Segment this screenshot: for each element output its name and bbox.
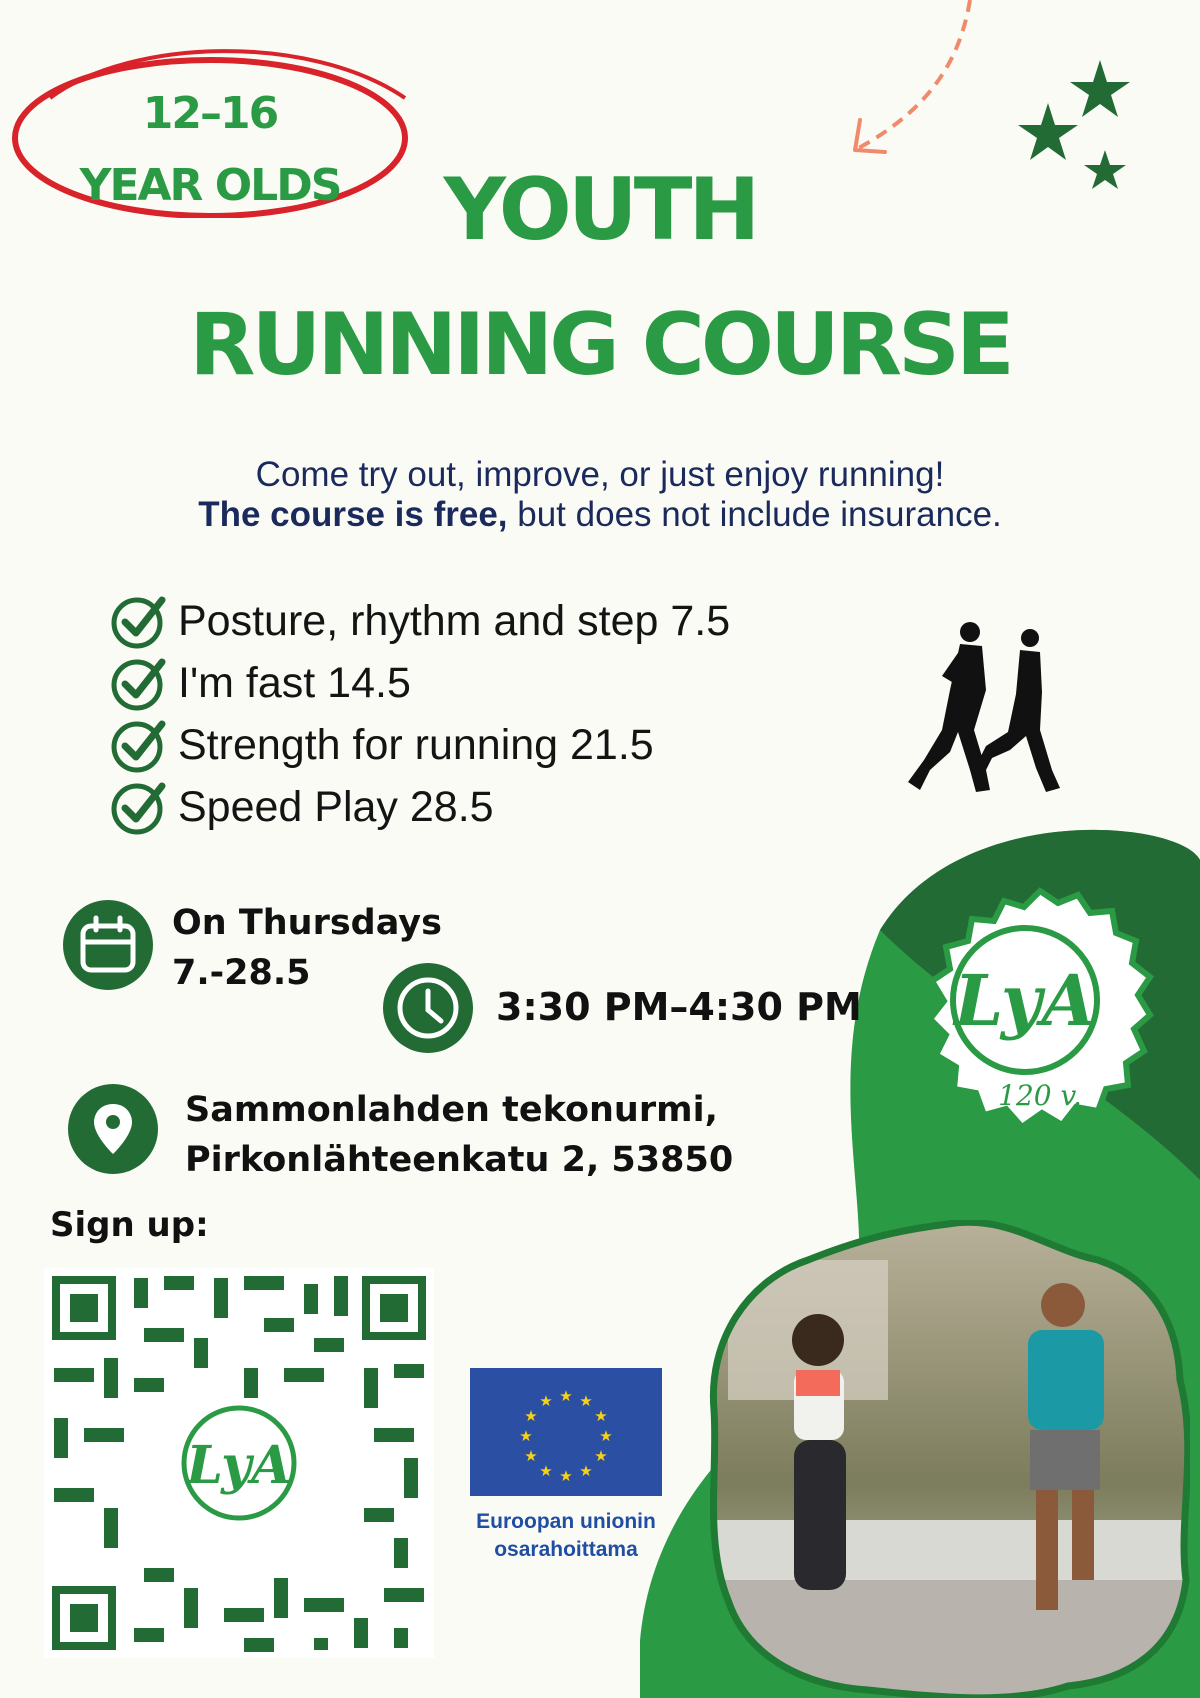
eu-funding-line-2: osarahoittama bbox=[494, 1538, 638, 1561]
eu-funding-line-1: Euroopan unionin bbox=[476, 1510, 656, 1533]
svg-text:★: ★ bbox=[539, 1462, 553, 1480]
star-icon bbox=[1018, 103, 1078, 160]
list-item bbox=[110, 652, 730, 714]
list-item bbox=[110, 590, 730, 652]
svg-text:★: ★ bbox=[524, 1407, 538, 1425]
location-pin-icon bbox=[68, 1084, 158, 1174]
check-circle-icon bbox=[110, 716, 168, 774]
list-item bbox=[110, 776, 730, 838]
svg-text:LyA: LyA bbox=[954, 959, 1096, 1042]
svg-text:★: ★ bbox=[559, 1467, 573, 1485]
intro-line-2 bbox=[100, 495, 1100, 535]
intro-insurance-note: but does not include insurance. bbox=[507, 495, 1002, 534]
title-line-2: RUNNING COURSE bbox=[189, 295, 1011, 395]
svg-text:★: ★ bbox=[594, 1407, 608, 1425]
svg-text:★: ★ bbox=[594, 1447, 608, 1465]
star-icon bbox=[1070, 60, 1130, 117]
check-circle-icon bbox=[110, 592, 168, 650]
location-line-2: Pirkonlähteenkatu 2, 53850 bbox=[185, 1140, 734, 1180]
signup-label: Sign up: bbox=[50, 1205, 209, 1245]
svg-text:★: ★ bbox=[579, 1392, 593, 1410]
session-label: Speed Play 28.5 bbox=[178, 782, 494, 831]
dashed-arrow-icon bbox=[840, 0, 990, 160]
location-line-1: Sammonlahden tekonurmi, bbox=[185, 1090, 718, 1130]
svg-text:★: ★ bbox=[539, 1392, 553, 1410]
list-item bbox=[110, 714, 730, 776]
session-label: Strength for running 21.5 bbox=[178, 720, 654, 769]
session-label: I'm fast 14.5 bbox=[178, 658, 411, 707]
calendar-icon bbox=[63, 900, 153, 990]
signup-qr-code[interactable] bbox=[44, 1268, 434, 1658]
runners-silhouette bbox=[890, 620, 1070, 805]
eu-flag-logo bbox=[470, 1368, 662, 1496]
svg-text:LyA: LyA bbox=[186, 1435, 292, 1496]
session-label: Posture, rhythm and step 7.5 bbox=[178, 596, 731, 645]
schedule-time: 3:30 PM–4:30 PM bbox=[496, 985, 862, 1029]
club-seal-logo bbox=[900, 885, 1180, 1165]
intro-free-note: The course is free, bbox=[198, 495, 508, 534]
clock-icon bbox=[383, 963, 473, 1053]
svg-text:★: ★ bbox=[579, 1462, 593, 1480]
title-line-1: YOUTH bbox=[443, 160, 757, 260]
svg-text:★: ★ bbox=[599, 1427, 613, 1445]
age-label: YEAR OLDS bbox=[79, 160, 341, 211]
age-range: 12–16 bbox=[142, 88, 278, 139]
intro-line-1: Come try out, improve, or just enjoy running! bbox=[255, 455, 945, 494]
seal-caption: 120 v. bbox=[998, 1079, 1082, 1112]
svg-text:★: ★ bbox=[519, 1427, 533, 1445]
location-address bbox=[185, 1085, 733, 1185]
check-circle-icon bbox=[110, 654, 168, 712]
schedule-day-label: On Thursdays bbox=[172, 903, 442, 943]
svg-text:★: ★ bbox=[524, 1447, 538, 1465]
check-circle-icon bbox=[110, 778, 168, 836]
svg-text:★: ★ bbox=[559, 1387, 573, 1405]
schedule-dates: 7.-28.5 bbox=[172, 953, 311, 993]
session-list bbox=[110, 590, 730, 838]
runners-photo bbox=[708, 1220, 1190, 1698]
